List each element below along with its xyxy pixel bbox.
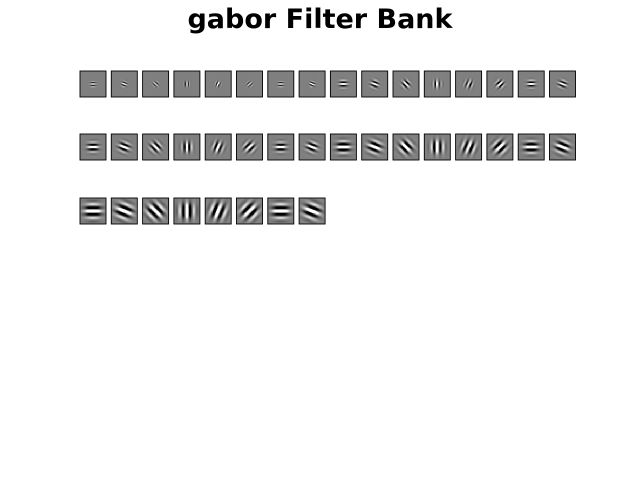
filter-tile (268, 134, 294, 160)
filter-tile (111, 198, 137, 224)
filter-tile (487, 71, 513, 97)
filter-tile (330, 71, 356, 97)
filter-tile (299, 134, 325, 160)
filter-tile (205, 134, 231, 160)
filter-tile (205, 71, 231, 97)
filter-tile (111, 134, 137, 160)
filter-tile (330, 134, 356, 160)
filter-tile (518, 71, 544, 97)
filter-tile (487, 134, 513, 160)
filter-tile (362, 134, 388, 160)
filter-tile (143, 71, 169, 97)
filter-tile (80, 198, 106, 224)
filter-tile (393, 134, 419, 160)
filter-tile (143, 198, 169, 224)
filter-tile (393, 71, 419, 97)
filter-tile (424, 71, 450, 97)
filter-tile (237, 134, 263, 160)
filter-tile (237, 198, 263, 224)
chart-title: gabor Filter Bank (0, 4, 640, 35)
filter-tile (518, 134, 544, 160)
filter-tile (362, 71, 388, 97)
filter-tile (237, 71, 263, 97)
filter-tile (424, 134, 450, 160)
filter-tile (111, 71, 137, 97)
filter-tile (299, 71, 325, 97)
filter-tile (143, 134, 169, 160)
filter-tile (456, 134, 482, 160)
filter-tile (174, 198, 200, 224)
filter-tile (80, 71, 106, 97)
filter-tile (174, 71, 200, 97)
filter-tile (268, 71, 294, 97)
filter-tile (550, 134, 576, 160)
filter-tile (205, 198, 231, 224)
filter-tile (268, 198, 294, 224)
filter-tile (550, 71, 576, 97)
filter-tile (456, 71, 482, 97)
filter-tile (80, 134, 106, 160)
filter-tile (299, 198, 325, 224)
filter-tile (174, 134, 200, 160)
